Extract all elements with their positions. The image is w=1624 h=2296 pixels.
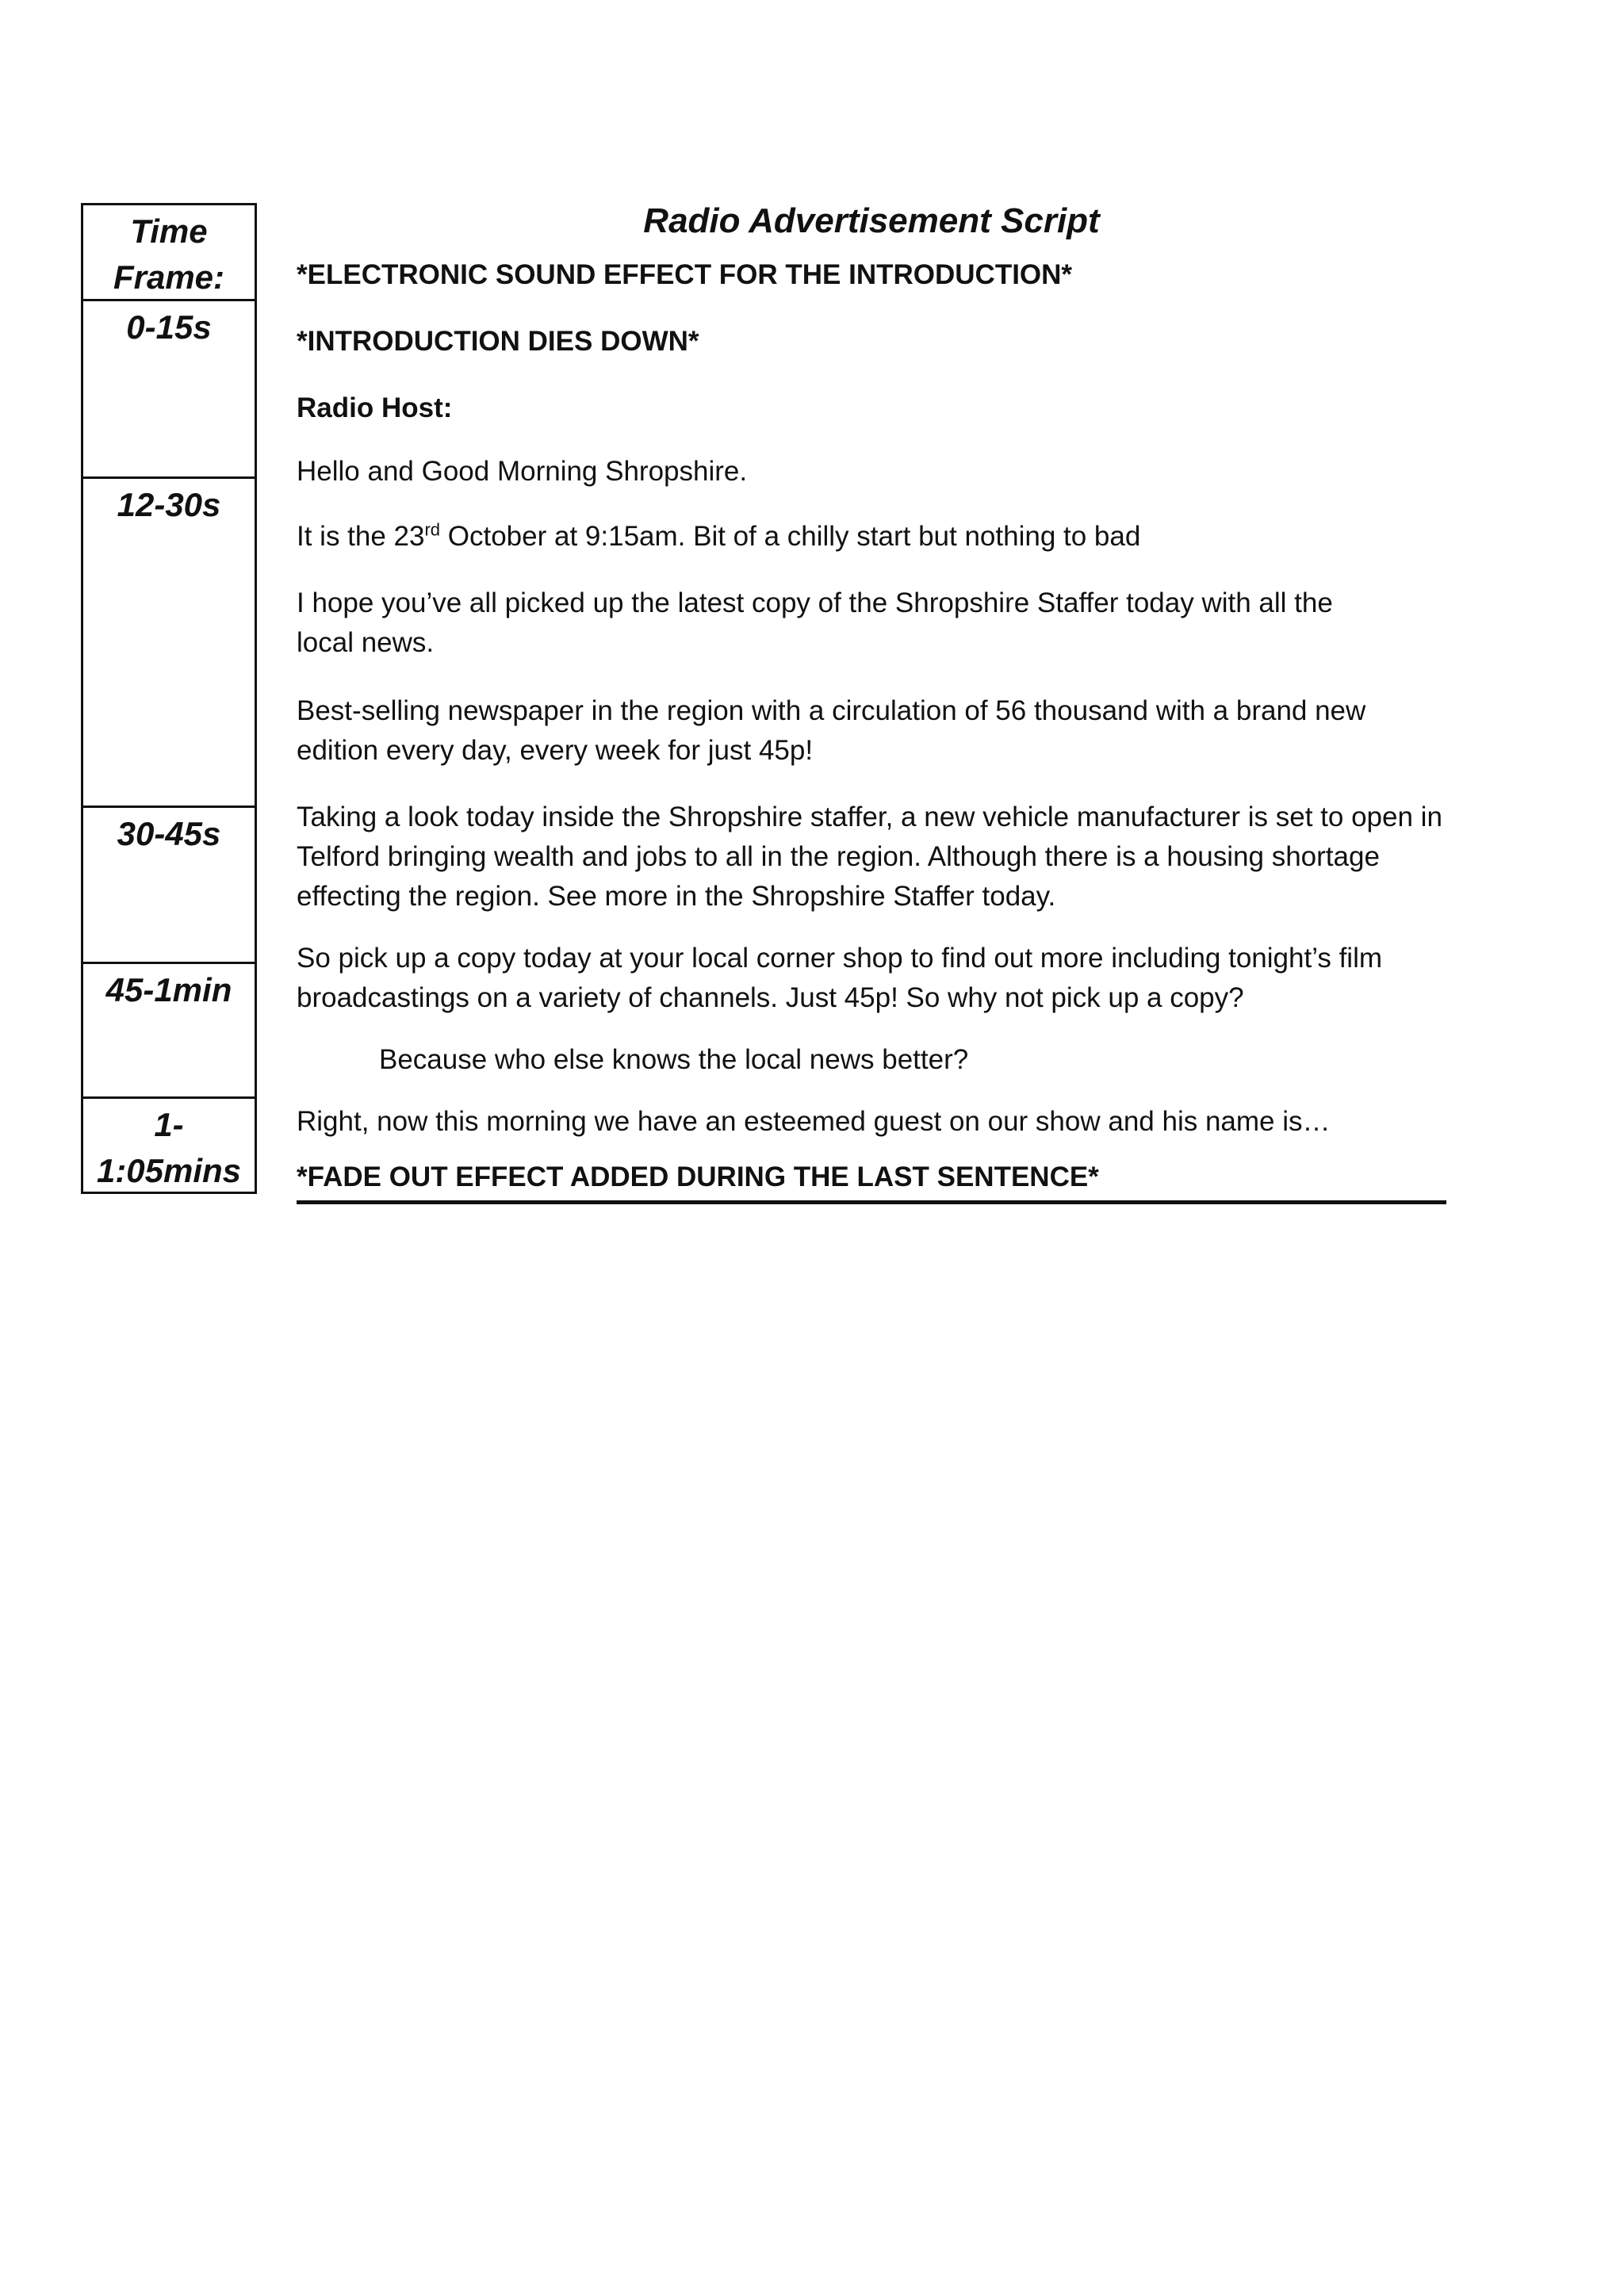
date-pre: It is the 23	[297, 521, 425, 552]
time-frame-30-45s: 30-45s	[83, 806, 255, 962]
tagline: Because who else knows the local news better?	[379, 1044, 969, 1075]
greeting-line: Hello and Good Morning Shropshire.	[297, 456, 748, 487]
para-hope: I hope you’ve all picked up the latest copy of the Shropshire Staffer today with all the local news.	[297, 587, 1333, 658]
script-body	[297, 193, 1446, 1204]
sfx-fade-out: *FADE OUT EFFECT ADDED DURING THE LAST SENTENCE*	[297, 1161, 1099, 1192]
sfx-dies-down: *INTRODUCTION DIES DOWN*	[297, 326, 699, 357]
time-frame-table	[81, 203, 257, 1194]
date-suffix: rd	[424, 519, 441, 540]
para-best-selling: Best-selling newspaper in the region with a circulation of 56 thousand with a brand new edition every day, every week for just 45p!	[297, 695, 1366, 766]
time-frame-1-105mins: 1-1:05mins	[83, 1096, 255, 1192]
script-title: Radio Advertisement Script	[643, 201, 1100, 240]
time-frame-header: Time Frame:	[113, 212, 225, 296]
date-post: October at 9:15am. Bit of a chilly start but nothing to bad	[440, 521, 1141, 552]
sfx-fade-out-underlined	[297, 1158, 1446, 1204]
time-frame-12-30s: 12-30s	[83, 476, 255, 806]
date-line	[297, 517, 1446, 557]
time-frame-0-15s: 0-15s	[83, 299, 255, 476]
para-taking-a-look: Taking a look today inside the Shropshire staffer, a new vehicle manufacturer is set to open in Telford bringing wealth and jobs to all in the region. Although there is a housing shortage effecting the region. See more in the Shropshire Staffer today.	[297, 802, 1442, 912]
para-right-now: Right, now this morning we have an esteemed guest on our show and his name is…	[297, 1106, 1331, 1137]
speaker-label: Radio Host:	[297, 392, 453, 423]
sfx-intro: *ELECTRONIC SOUND EFFECT FOR THE INTRODUCTION*	[297, 259, 1073, 290]
time-frame-45-1min: 45-1min	[83, 962, 255, 1096]
para-pick-up: So pick up a copy today at your local corner shop to find out more including tonight’s film broadcastings on a variety of channels. Just 45p! So why not pick up a copy?	[297, 943, 1382, 1013]
